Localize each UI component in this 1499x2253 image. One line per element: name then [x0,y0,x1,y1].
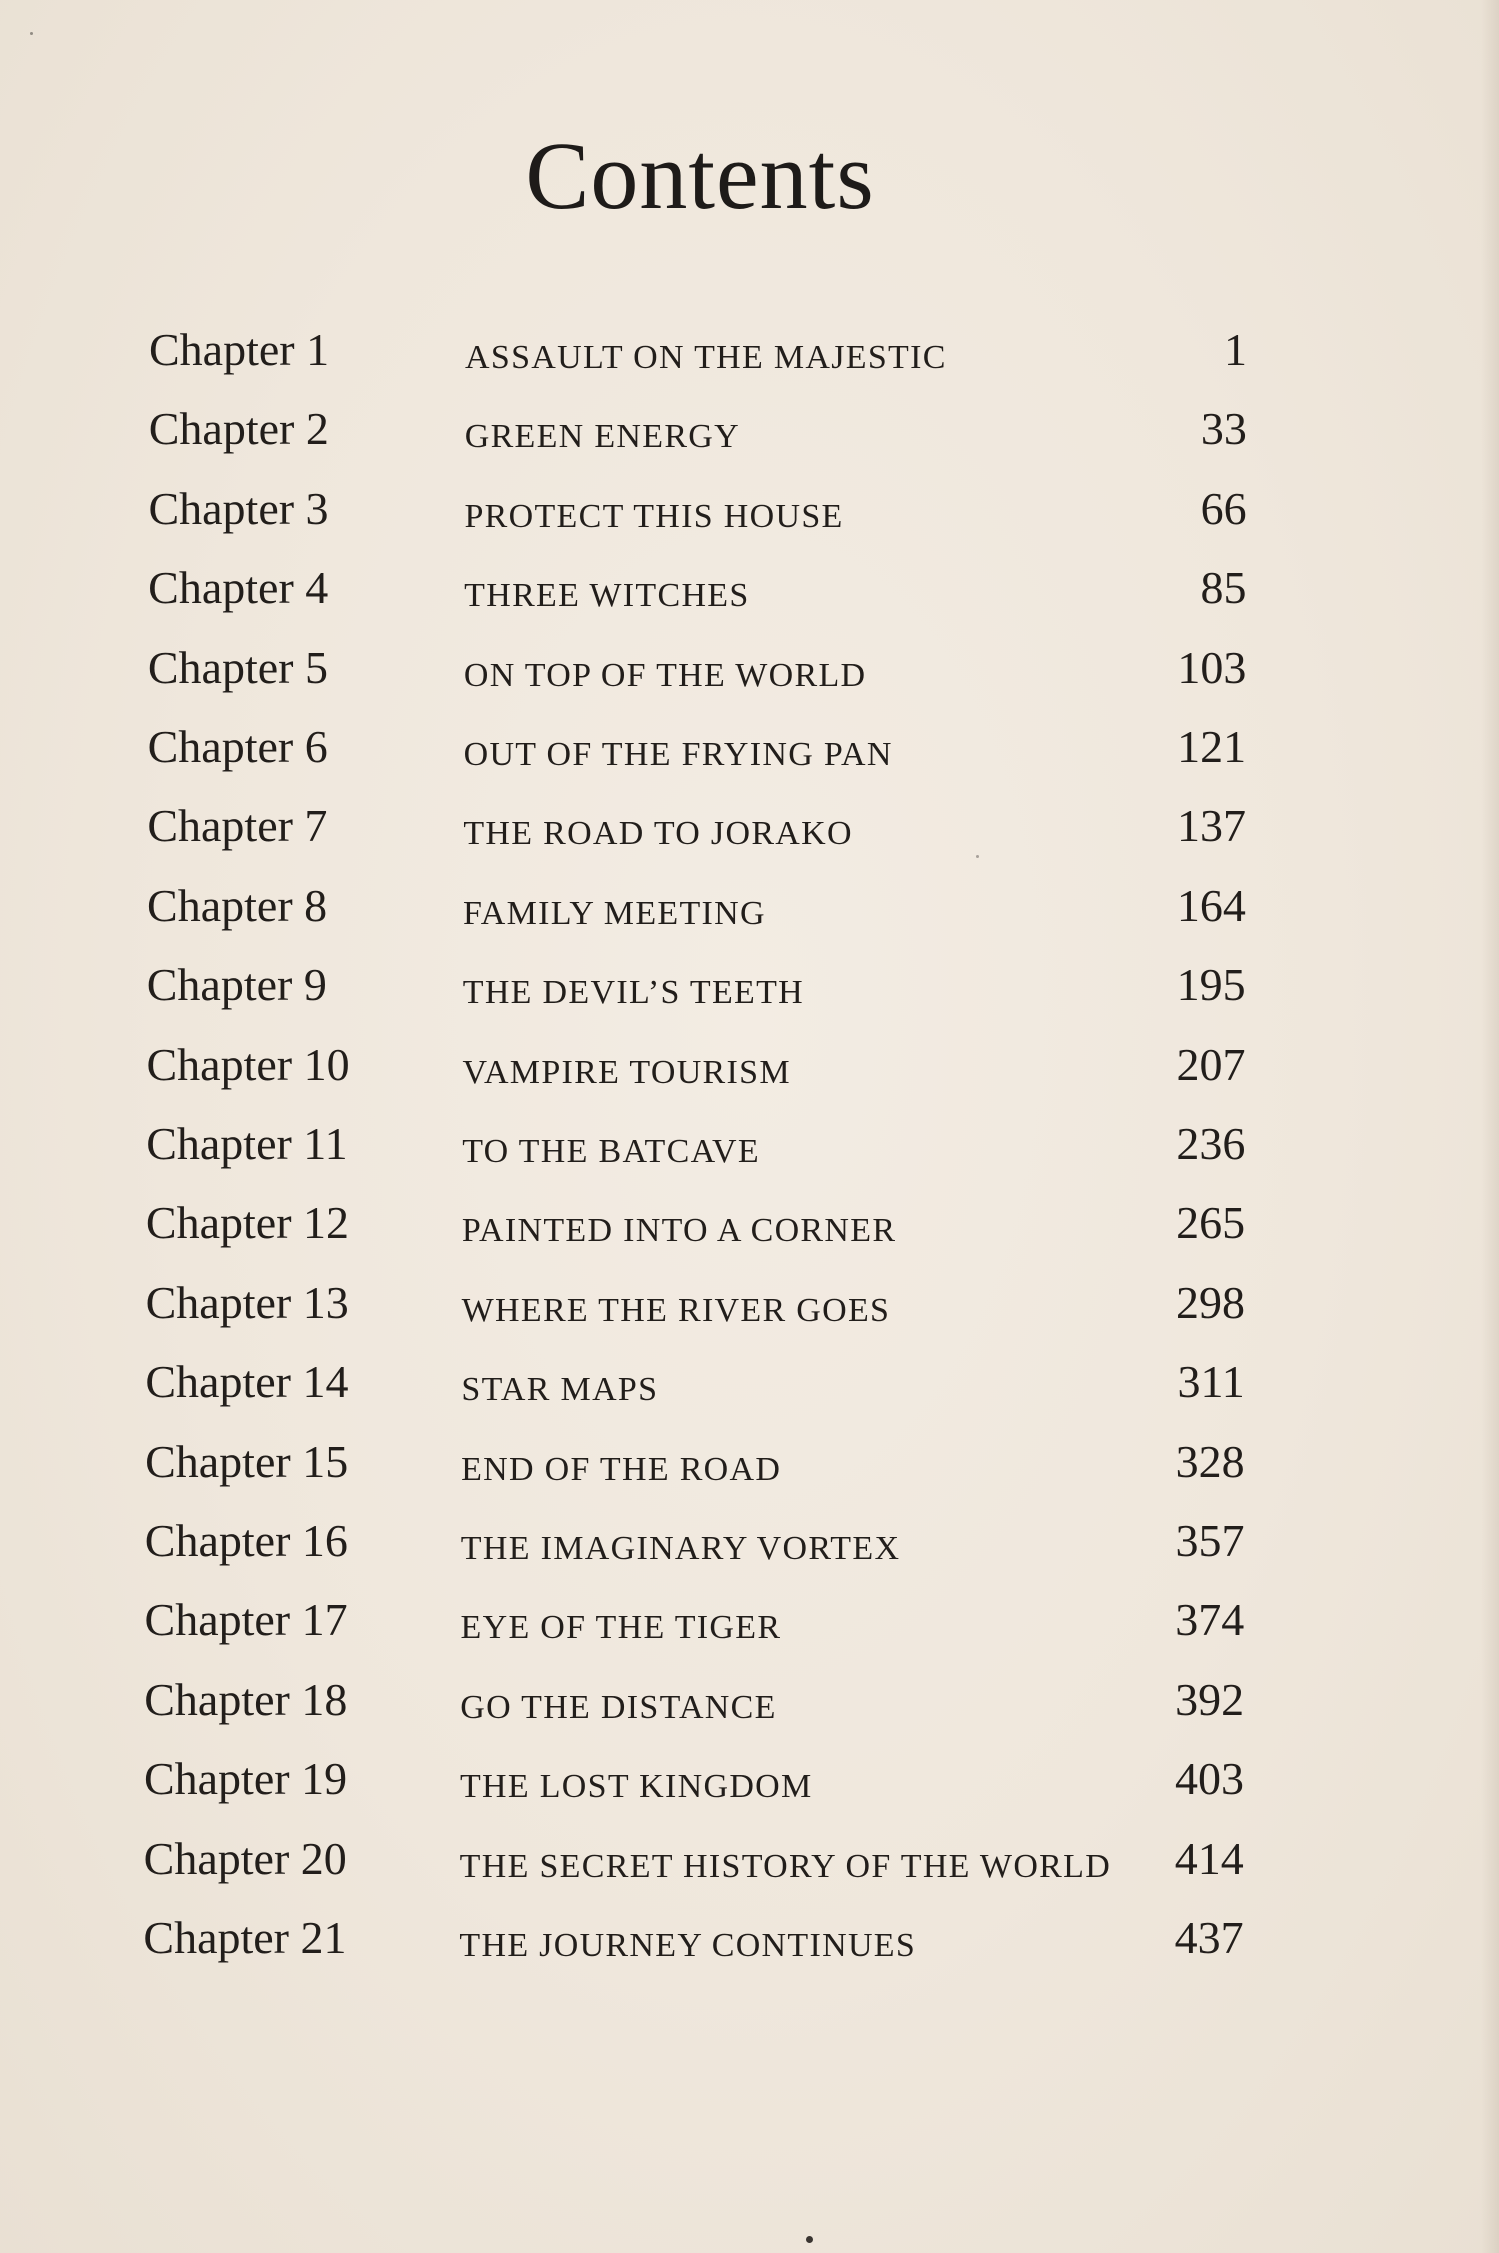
chapter-label: Chapter 21 [143,1912,347,1963]
chapter-label: Chapter 7 [147,800,328,852]
chapter-title: VAMPIRE TOURISM [462,1053,791,1091]
chapter-page-number: 66 [1200,482,1247,534]
chapter-page-number: 414 [1174,1832,1244,1884]
chapter-label: Chapter 9 [146,959,327,1011]
chapter-page-number: 195 [1176,959,1246,1011]
toc-row [0,315,1499,385]
chapter-title: TO THE BATCAVE [462,1133,760,1170]
toc-row [0,712,1499,782]
toc-row [0,791,1499,861]
chapter-title: THE DEVIL’S TEETH [462,974,805,1012]
chapter-title: THE IMAGINARY VORTEX [460,1530,901,1567]
chapter-label: Chapter 4 [148,562,329,614]
chapter-label: Chapter 17 [144,1594,348,1646]
chapter-label: Chapter 13 [145,1276,349,1328]
toc-row [0,474,1499,544]
chapter-page-number: 392 [1175,1673,1245,1725]
chapter-page-number: 121 [1177,721,1247,772]
chapter-page-number: 236 [1176,1118,1246,1169]
toc-row [0,633,1499,703]
chapter-page-number: 437 [1174,1912,1244,1963]
chapter-title: ON TOP OF THE WORLD [463,656,867,694]
toc-row [0,871,1499,941]
chapter-page-number: 298 [1175,1276,1245,1328]
chapter-title: THREE WITCHES [464,577,750,615]
chapter-title: THE ROAD TO JORAKO [463,815,853,853]
toc-row [0,1506,1499,1576]
chapter-page-number: 103 [1177,641,1247,693]
chapter-page-number: 207 [1176,1038,1246,1090]
chapter-page-number: 1 [1224,324,1247,375]
chapter-label: Chapter 5 [147,641,328,693]
chapter-page-number: 328 [1175,1435,1245,1487]
chapter-label: Chapter 16 [144,1515,348,1566]
chapter-title: THE JOURNEY CONTINUES [459,1927,917,1964]
chapter-page-number: 357 [1175,1515,1245,1566]
chapter-page-number: 403 [1174,1753,1244,1805]
chapter-title: PAINTED INTO A CORNER [461,1212,897,1250]
chapter-title: THE SECRET HISTORY OF THE WORLD [459,1847,1112,1885]
chapter-label: Chapter 15 [145,1435,349,1487]
chapter-title: STAR MAPS [461,1371,659,1409]
toc-row [0,553,1499,623]
chapter-title: EYE OF THE TIGER [460,1609,782,1647]
chapter-title: GO THE DISTANCE [460,1688,777,1726]
toc-row [0,1268,1499,1338]
chapter-page-number: 265 [1176,1197,1246,1249]
toc-row [0,1347,1499,1417]
chapter-label: Chapter 19 [143,1753,348,1805]
chapter-label: Chapter 6 [147,721,328,772]
toc-row [0,950,1499,1020]
toc-row [0,1665,1499,1735]
toc-row [0,1585,1499,1655]
toc-row [0,1824,1499,1894]
toc-row [0,1903,1499,1973]
chapter-label: Chapter 10 [146,1038,350,1090]
ink-speck [30,32,33,35]
chapter-label: Chapter 2 [148,403,329,455]
chapter-page-number: 164 [1176,879,1246,931]
chapter-label: Chapter 11 [146,1118,348,1169]
chapter-page-number: 85 [1200,562,1247,614]
chapter-title: ASSAULT ON THE MAJESTIC [465,339,947,376]
chapter-label: Chapter 3 [148,482,329,534]
chapter-title: FAMILY MEETING [463,894,766,932]
chapter-title: THE LOST KINGDOM [459,1768,813,1806]
chapter-label: Chapter 18 [144,1673,348,1725]
chapter-page-number: 374 [1175,1594,1245,1646]
chapter-label: Chapter 20 [143,1832,347,1884]
chapter-title: END OF THE ROAD [461,1450,782,1488]
chapter-title: PROTECT THIS HOUSE [464,497,844,535]
chapter-title: OUT OF THE FRYING PAN [463,736,893,773]
chapter-page-number: 33 [1200,403,1247,455]
chapter-label: Chapter 14 [145,1356,349,1408]
chapter-label: Chapter 1 [149,324,330,375]
ink-speck [806,2236,813,2243]
toc-row [0,1188,1499,1258]
toc-row [0,1109,1499,1179]
chapter-label: Chapter 8 [147,879,328,931]
toc-row [0,1030,1499,1100]
chapter-title: GREEN ENERGY [464,418,741,456]
toc-row [0,394,1499,464]
chapter-label: Chapter 12 [145,1197,350,1249]
chapter-page-number: 137 [1176,800,1246,852]
chapter-page-number: 311 [1177,1356,1245,1408]
contents-heading: Contents [525,122,875,229]
toc-row [0,1427,1499,1497]
chapter-title: WHERE THE RIVER GOES [461,1291,891,1329]
toc-row [0,1744,1499,1814]
